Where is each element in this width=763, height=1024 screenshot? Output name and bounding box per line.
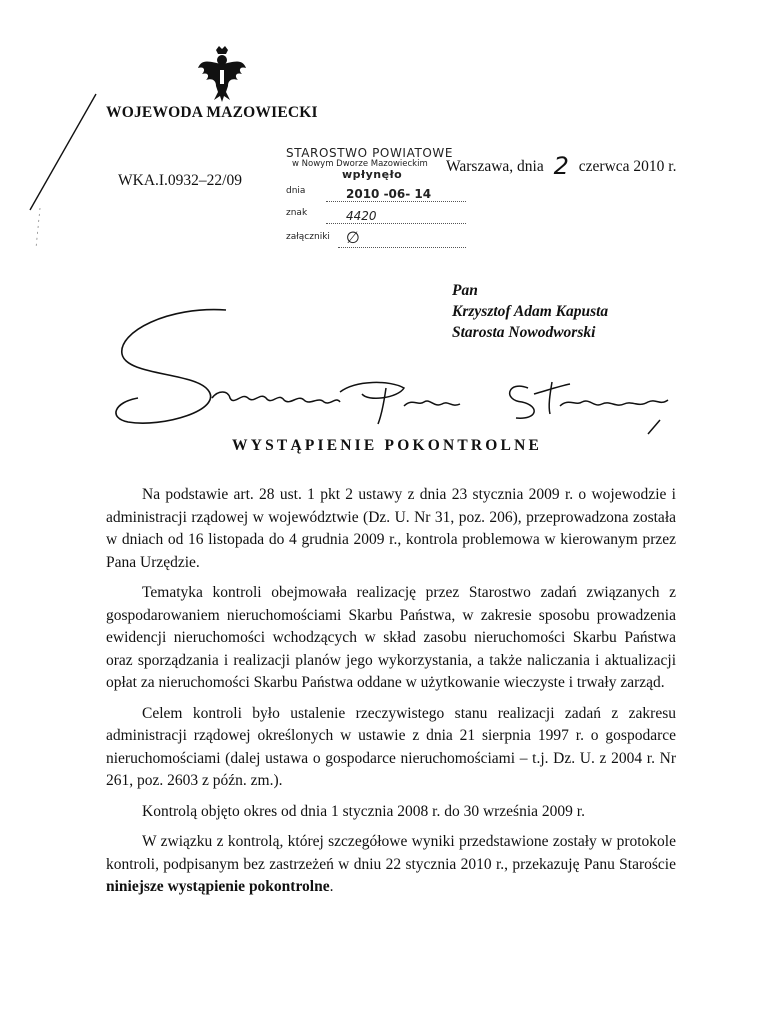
date-prefix: Warszawa, dnia	[446, 158, 544, 175]
date-line	[446, 149, 677, 180]
stamp-row-sign	[286, 208, 466, 224]
eagle-emblem-icon	[196, 44, 248, 104]
handwritten-salutation	[108, 302, 678, 452]
addressee-name: Krzysztof Adam Kapusta	[452, 303, 609, 320]
stamp-row-value: ∅	[346, 228, 360, 247]
stamp-office-name: STAROSTWO POWIATOWE	[286, 146, 454, 160]
stamp-row-date	[286, 186, 466, 202]
letter-body	[106, 484, 676, 907]
document-heading: WYSTĄPIENIE POKONTROLNE	[232, 437, 543, 454]
stamp-row-value: 2010 -06- 14	[346, 187, 432, 201]
received-stamp	[286, 146, 466, 262]
reference-number: WKA.I.0932–22/09	[118, 172, 242, 189]
date-suffix: czerwca 2010 r.	[578, 158, 677, 175]
issuer-title: WOJEWODA MAZOWIECKI	[106, 104, 318, 121]
stamp-received-label: wpłynęło	[342, 168, 403, 181]
bold-phrase: wystąpienie pokontrolne	[167, 878, 330, 895]
addressee-title: Starosta Nowodworski	[452, 324, 596, 341]
stamp-row-attachments	[286, 228, 466, 248]
body-paragraph: W związku z kontrolą, której szczegółowe wyniki przedstawione zostały w protokole kontroli, podpisanym bez zastrzeżeń w dniu 22 stycznia 2010 r., przekazuję Panu Staroście niniejsze wystąpienie pokontrolne.	[106, 833, 676, 895]
stamp-row-label: dnia	[286, 186, 306, 196]
date-day-handwritten: 2	[553, 152, 569, 180]
stamp-row-label: znak	[286, 208, 308, 218]
body-paragraph: Tematyka kontroli obejmowała realizację przez Starostwo zadań związanych z gospodarowaniem nieruchomościami Skarbu Państwa, w zakresie sposobu prowadzenia ewidencji nieruchomości wchodzących w skład zasobu nieruchomości Skarbu Państwa oraz sporządzania i realizacji planów jego wykorzystania, a także naliczania i aktualizacji opłat za nieruchomości Skarbu Państwa oddane w użytkowanie wieczyste i trwały zarząd.	[106, 584, 676, 691]
stamp-row-label: załączniki	[286, 232, 330, 242]
bold-phrase: niniejsze	[106, 878, 164, 895]
stamp-row-value: 4420	[346, 209, 377, 223]
stamp-office-location: w Nowym Dworze Mazowieckim	[292, 159, 428, 169]
margin-pen-mark	[26, 88, 116, 258]
body-paragraph: Na podstawie art. 28 ust. 1 pkt 2 ustawy z dnia 23 stycznia 2009 r. o wojewodzie i administracji rządowej w województwie (Dz. U. Nr 31, poz. 206), przeprowadzona została w dniach od 16 listopada do 4 grudnia 2009 r., kontrola problemowa w kierowanym przez Pana Urzędzie.	[106, 486, 676, 571]
body-paragraph: Celem kontroli było ustalenie rzeczywistego stanu realizacji zadań z zakresu administracji rządowej określonych w ustawie z dnia 21 sierpnia 1997 r. o gospodarce nieruchomościami (dalej ustawa o gospodarce nieruchomościami – t.j. Dz. U. z 2004 r. Nr 261, poz. 2603 z późn. zm.).	[106, 704, 676, 789]
addressee-salutation: Pan	[452, 282, 478, 299]
body-paragraph: Kontrolą objęto okres od dnia 1 stycznia 2008 r. do 30 września 2009 r.	[142, 802, 585, 820]
